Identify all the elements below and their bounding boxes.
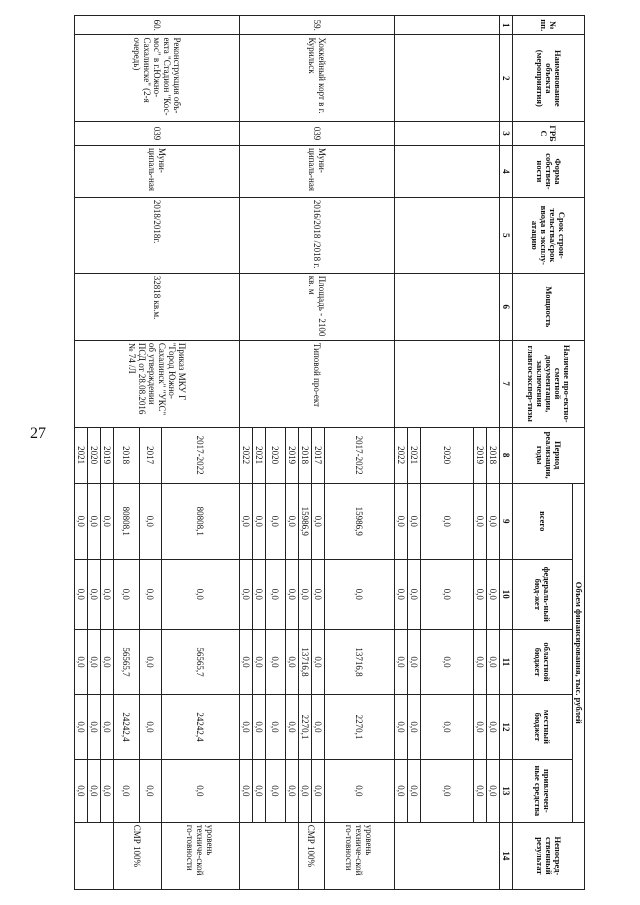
index-cell: 3	[500, 122, 513, 146]
capacity: 32818 кв.м.	[75, 273, 240, 340]
header-no: № пп.	[513, 16, 585, 35]
regional-cell: 0,0	[88, 630, 101, 695]
local-cell: 0,0	[474, 694, 487, 759]
period-cell: 2021	[253, 427, 266, 483]
federal-cell: 0,0	[474, 559, 487, 629]
regional-cell: 0,0	[421, 630, 474, 695]
table-row	[487, 16, 500, 890]
header-attracted: привлечен-ные средства	[513, 759, 573, 822]
local-cell: 0,0	[140, 694, 162, 759]
attracted-cell: 0,0	[325, 759, 395, 822]
federal-cell: 0,0	[253, 559, 266, 629]
regional-cell: 0,0	[140, 630, 162, 695]
regional-cell: 56565,7	[162, 630, 240, 695]
period-cell: 2022	[240, 427, 253, 483]
attracted-cell: 0,0	[408, 759, 421, 822]
regional-cell: 0,0	[266, 630, 286, 695]
index-cell: 14	[500, 822, 513, 889]
grbs-code: 039	[75, 122, 240, 146]
period-cell: 2020	[266, 427, 286, 483]
federal-cell: 0,0	[299, 559, 312, 629]
total-cell: 0,0	[487, 483, 500, 559]
index-cell: 4	[500, 145, 513, 197]
attracted-cell: 0,0	[88, 759, 101, 822]
construction-term: 2018/2018г.	[75, 197, 240, 273]
federal-cell: 0,0	[162, 559, 240, 629]
federal-cell: 0,0	[395, 559, 408, 629]
attracted-cell: 0,0	[114, 759, 140, 822]
local-cell: 0,0	[101, 694, 114, 759]
funding-table	[74, 15, 585, 890]
regional-cell: 56565,7	[114, 630, 140, 695]
header-name: Наименование объекта (мероприятия)	[513, 35, 585, 122]
total-cell: 0,0	[140, 483, 162, 559]
header-capacity: Мощность	[513, 273, 585, 340]
period-cell: 2019	[286, 427, 299, 483]
total-cell: 80808,1	[114, 483, 140, 559]
header-term: Срок строи-тельства/срок ввода в эксплу-атацию	[513, 197, 585, 273]
attracted-cell: 0,0	[312, 759, 325, 822]
period-cell: 2017	[312, 427, 325, 483]
local-cell: 24242,4	[114, 694, 140, 759]
page-number: 27	[30, 425, 46, 442]
local-cell: 0,0	[240, 694, 253, 759]
header-total: всего	[513, 483, 573, 559]
period-cell: 2022	[395, 427, 408, 483]
total-cell: 0,0	[266, 483, 286, 559]
header-local: местный бюджет	[513, 694, 573, 759]
period-cell: 2017-2022	[325, 427, 395, 483]
attracted-cell: 0,0	[474, 759, 487, 822]
regional-cell: 0,0	[395, 630, 408, 695]
header-ownership: Форма собствен-ности	[513, 145, 585, 197]
total-cell: 0,0	[474, 483, 487, 559]
index-cell: 13	[500, 759, 513, 822]
empty-cell	[395, 35, 500, 122]
period-cell: 2018	[299, 427, 312, 483]
empty-cell	[395, 16, 500, 35]
total-cell: 15986,9	[325, 483, 395, 559]
regional-cell: 0,0	[312, 630, 325, 695]
total-cell: 0,0	[88, 483, 101, 559]
empty-cell	[240, 822, 299, 889]
federal-cell: 0,0	[101, 559, 114, 629]
header-period: Период реализации, годы	[513, 427, 585, 483]
attracted-cell: 0,0	[266, 759, 286, 822]
period-cell: 2021	[75, 427, 88, 483]
regional-cell: 0,0	[474, 630, 487, 695]
local-cell: 0,0	[408, 694, 421, 759]
local-cell: 0,0	[286, 694, 299, 759]
local-cell: 0,0	[253, 694, 266, 759]
regional-cell: 0,0	[240, 630, 253, 695]
local-cell: 0,0	[75, 694, 88, 759]
regional-cell: 0,0	[101, 630, 114, 695]
index-cell: 2	[500, 35, 513, 122]
header-federal: федераль-ный бюд-жет	[513, 559, 573, 629]
construction-term: 2016/2018 /2018 г.	[240, 197, 395, 273]
federal-cell: 0,0	[487, 559, 500, 629]
index-cell: 6	[500, 273, 513, 340]
period-cell: 2020	[421, 427, 474, 483]
header-psd: Наличие про-ектно-сметной документации, заключения главгосэкспер-тизы	[513, 340, 585, 427]
attracted-cell: 0,0	[286, 759, 299, 822]
row-number: 59.	[240, 16, 395, 35]
attracted-cell: 0,0	[140, 759, 162, 822]
attracted-cell: 0,0	[240, 759, 253, 822]
total-cell: 0,0	[408, 483, 421, 559]
index-cell: 9	[500, 483, 513, 559]
local-cell: 0,0	[395, 694, 408, 759]
regional-cell: 13716,8	[299, 630, 312, 695]
regional-cell: 0,0	[253, 630, 266, 695]
result-cell: уровень техниче-ской го-товности	[162, 822, 240, 889]
regional-cell: 0,0	[408, 630, 421, 695]
regional-cell: 13716,8	[325, 630, 395, 695]
ownership-form: Муни-ципаль-ная	[75, 145, 240, 197]
psd-status: Приказ МКУ Г "Город Южно-Сахалинск" "УКС" об утверждении ПСД от 28.08.2016 № 74 /Л	[75, 340, 240, 427]
empty-cell	[395, 122, 500, 146]
local-cell: 0,0	[88, 694, 101, 759]
psd-status: Типовой про-ект	[240, 340, 395, 427]
header-result: Непосред-ственный результат	[513, 822, 585, 889]
total-cell: 0,0	[240, 483, 253, 559]
local-cell: 0,0	[487, 694, 500, 759]
empty-cell	[395, 273, 500, 340]
period-cell: 2018	[487, 427, 500, 483]
federal-cell: 0,0	[140, 559, 162, 629]
regional-cell: 0,0	[487, 630, 500, 695]
index-cell: 12	[500, 694, 513, 759]
total-cell: 0,0	[286, 483, 299, 559]
empty-cell	[75, 822, 114, 889]
result-cell: СМР 100%	[114, 822, 162, 889]
attracted-cell: 0,0	[299, 759, 312, 822]
header-regional: областной бюджет	[513, 630, 573, 695]
federal-cell: 0,0	[286, 559, 299, 629]
result-cell: уровень техниче-ской го-товности	[325, 822, 395, 889]
total-cell: 0,0	[101, 483, 114, 559]
index-cell: 8	[500, 427, 513, 483]
federal-cell: 0,0	[114, 559, 140, 629]
attracted-cell: 0,0	[162, 759, 240, 822]
index-cell: 5	[500, 197, 513, 273]
local-cell: 0,0	[421, 694, 474, 759]
total-cell: 0,0	[421, 483, 474, 559]
attracted-cell: 0,0	[101, 759, 114, 822]
table-row	[325, 16, 395, 890]
grbs-code: 039	[240, 122, 395, 146]
attracted-cell: 0,0	[421, 759, 474, 822]
index-cell: 7	[500, 340, 513, 427]
total-cell: 0,0	[395, 483, 408, 559]
column-index-row	[500, 16, 513, 890]
period-cell: 2017	[140, 427, 162, 483]
local-cell: 2270,1	[325, 694, 395, 759]
attracted-cell: 0,0	[395, 759, 408, 822]
result-cell: СМР 100%	[299, 822, 325, 889]
attracted-cell: 0,0	[253, 759, 266, 822]
object-name: Хоккейный корт в г. Курильск	[240, 35, 395, 122]
federal-cell: 0,0	[408, 559, 421, 629]
regional-cell: 0,0	[286, 630, 299, 695]
period-cell: 2019	[474, 427, 487, 483]
empty-cell	[395, 340, 500, 427]
index-cell: 10	[500, 559, 513, 629]
period-cell: 2020	[88, 427, 101, 483]
table-row	[162, 16, 240, 890]
total-cell: 0,0	[253, 483, 266, 559]
period-cell: 2018	[114, 427, 140, 483]
federal-cell: 0,0	[88, 559, 101, 629]
period-cell: 2019	[101, 427, 114, 483]
federal-cell: 0,0	[75, 559, 88, 629]
local-cell: 0,0	[266, 694, 286, 759]
capacity: Площадь - 2100 кв. м	[240, 273, 395, 340]
period-cell: 2021	[408, 427, 421, 483]
federal-cell: 0,0	[240, 559, 253, 629]
total-cell: 15986,9	[299, 483, 312, 559]
total-cell: 0,0	[75, 483, 88, 559]
index-cell: 11	[500, 630, 513, 695]
local-cell: 0,0	[312, 694, 325, 759]
row-number: 60.	[75, 16, 240, 35]
period-cell: 2017-2022	[162, 427, 240, 483]
empty-cell	[395, 197, 500, 273]
object-name: Реконструкция объ-екта "Стадион "Кос-мос" в г.Южно-Сахалинске" (2-я очередь)	[75, 35, 240, 122]
header-funding: Объем финансирования, тыс. рублей	[573, 483, 585, 822]
total-cell: 0,0	[312, 483, 325, 559]
rotated-table-container	[76, 15, 585, 890]
federal-cell: 0,0	[421, 559, 474, 629]
local-cell: 2270,1	[299, 694, 312, 759]
local-cell: 24242,4	[162, 694, 240, 759]
total-cell: 80808,1	[162, 483, 240, 559]
empty-cell	[395, 145, 500, 197]
index-cell: 1	[500, 16, 513, 35]
regional-cell: 0,0	[75, 630, 88, 695]
ownership-form: Муни-ципаль-ная	[240, 145, 395, 197]
federal-cell: 0,0	[312, 559, 325, 629]
federal-cell: 0,0	[325, 559, 395, 629]
header-grbs: ГРБ С	[513, 122, 585, 146]
attracted-cell: 0,0	[487, 759, 500, 822]
attracted-cell: 0,0	[75, 759, 88, 822]
federal-cell: 0,0	[266, 559, 286, 629]
empty-cell	[395, 822, 500, 889]
